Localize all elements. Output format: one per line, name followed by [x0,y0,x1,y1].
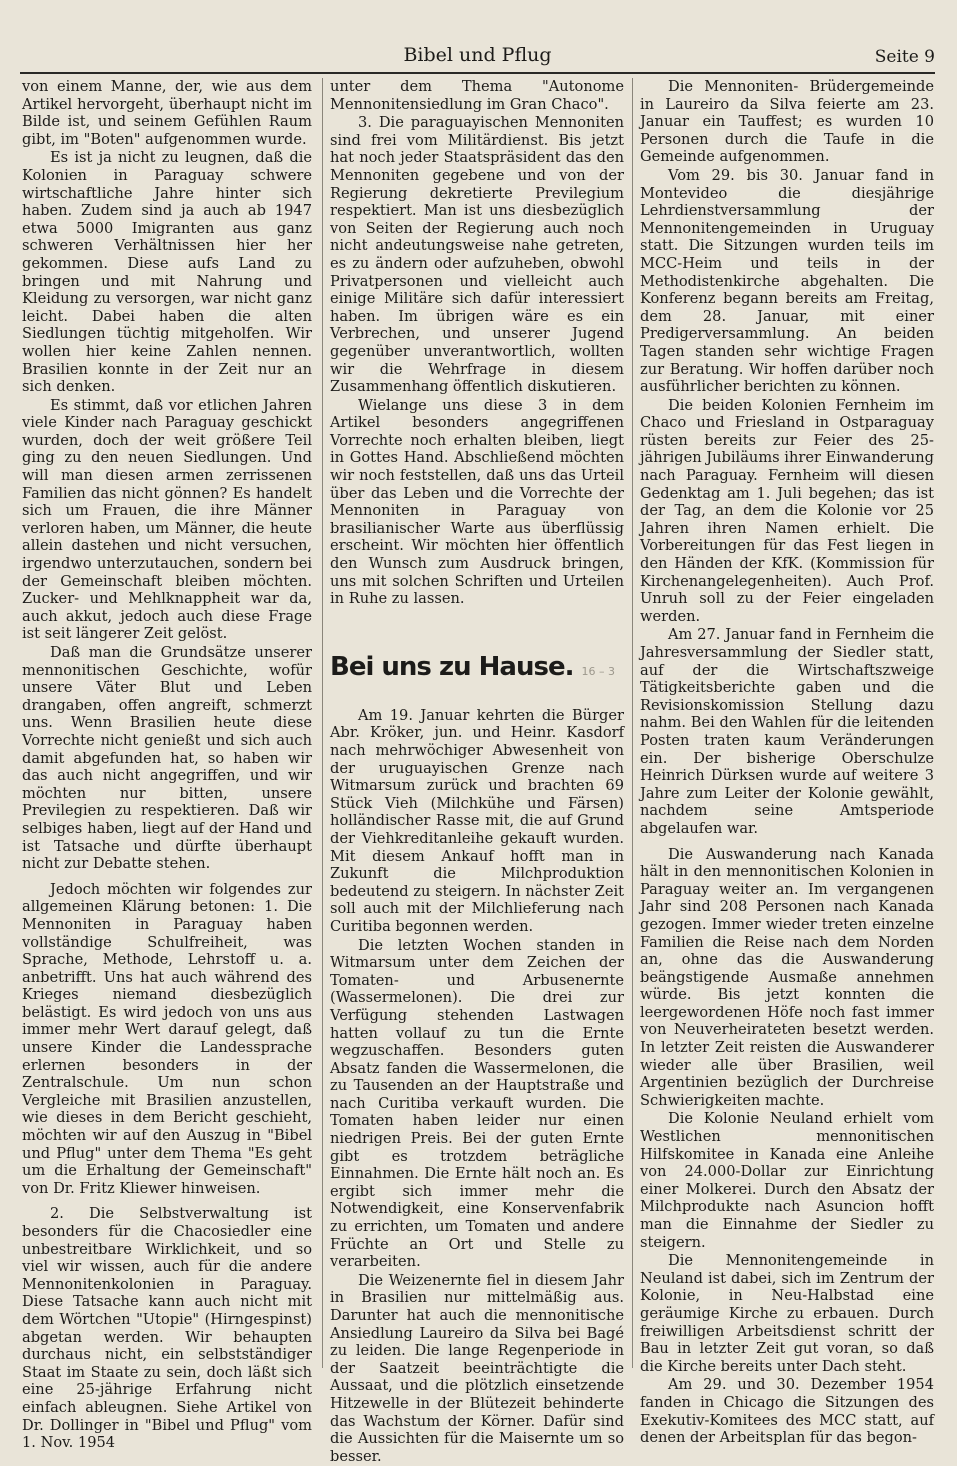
paragraph: Die beiden Kolonien Fernheim im Chaco und Friesland in Ostparaguay rüsten bereits zur Feier des 25-jährigen Jubiläums ihrer Einwanderung nach Paraguay. Fernheim will diesen Gedenktag am 1. Juli begehen; das ist der Tag, an dem die Kolonie vor 25 Jahren ihren Namen erhielt. Die Vorbereitungen für das Fest liegen in den Händen der KfK. (Kommission für Kirchenangelegenheiten). Auch Prof. Unruh soll zu der Feier eingeladen werden. [640,396,934,625]
page-number: Seite 9 [874,47,935,67]
paragraph: Es ist ja nicht zu leugnen, daß die Kolonien in Paraguay schwere wirtschaftliche Jahre hinter sich haben. Zudem sind ja auch ab 1947 etwa 5000 Imigranten aus ganz schweren Verhältnissen hier her gekommen. Diese aufs Land zu bringen und mit Nahrung und Kleidung zu versorgen, war nicht ganz leicht. Dabei haben die alten Siedlungen tüchtig mitgeholfen. Wir wollen hier keine Zahlen nennen. Brasilien konnte in der Zeit nur an sich denken. [22,149,312,396]
paragraph: Am 27. Januar fand in Fernheim die Jahresversammlung der Siedler statt, auf der die Wirtschaftszweige Tätigkeitsberichte gaben und die Revisionskomission Stellung dazu nahm. Bei den Wahlen für die leitenden Posten traten kaum Veränderungen ein. Der bisherige Oberschulze Heinrich Dürksen wurde auf weitere 3 Jahre zum Leiter der Kolonie gewählt, nachdem seine Amtsperiode abgelaufen war. [640,626,934,837]
page-header [20,40,935,74]
column-3 [640,78,934,1448]
pencil-annotation: 16 – 3 [581,664,615,678]
paragraph: Die letzten Wochen standen in Witmarsum unter dem Zeichen der Tomaten- und Arbusenernte (Wassermelonen). Die drei zur Verfügung stehenden Lastwagen hatten vollauf zu tun die Ernte wegzuschaffen. Besonders guten Absatz fanden die Wassermelonen, die zu Tausenden an der Hauptstraße und nach Curitiba verkauft wurden. Die Tomaten haben leider nur einen niedrigen Preis. Bei der guten Ernte gibt es trotzdem beträgliche Einnahmen. Die Ernte hält noch an. Es ergibt sich immer mehr die Notwendigkeit, eine Konservenfabrik zu errichten, um Tomaten und andere Früchte an Ort und Stelle zu verarbeiten. [330,936,624,1271]
paragraph: Es stimmt, daß vor etlichen Jahren viele Kinder nach Paraguay geschickt wurden, doch der weit größere Teil ging zu den neuen Siedlungen. Und will man diesen armen zerrissenen Familien das nicht gönnen? Es handelt sich um Frauen, die ihre Männer verloren haben, um Männer, die heute allein dastehen und nicht versuchen, irgendwo unterzutauchen, sondern bei der Gemeinschaft bleiben möchten. Zucker- und Mehlknappheit war da, auch akkut, jedoch auch diese Frage ist seit längerer Zeit gelöst. [22,396,312,643]
column-rule-1 [322,78,323,1368]
publication-title: Bibel und Pflug [403,44,552,66]
paragraph: Am 29. und 30. Dezember 1954 fanden in Chicago die Sitzungen des Exekutiv-Komitees des MCC statt, auf denen der Arbeitsplan für das begon- [640,1376,934,1447]
column-rule-2 [632,78,633,1368]
paragraph: unter dem Thema "Autonome Mennonitensiedlung im Gran Chaco". [330,78,624,113]
paragraph: 3. Die paraguayischen Mennoniten sind frei vom Militärdienst. Bis jetzt hat noch jeder Staatspräsident das den Mennoniten gegebene und von der Regierung dekretierte Previlegium respektiert. Man ist uns diesbezüglich von Seiten der Regierung auch noch nicht andeutungsweise nahe getreten, es zu ändern oder aufzuheben, obwohl Privatpersonen und vielleicht auch einige Militäre sich dafür interessiert haben. Im übrigen wäre es ein Verbrechen, und unserer Jugend gegenüber unverantwortlich, wollten wir die Wehrfrage in diesem Zusammenhang öffentlich diskutieren. [330,114,624,396]
section-heading [330,652,624,687]
paragraph: Am 19. Januar kehrten die Bürger Abr. Kröker, jun. und Heinr. Kasdorf nach mehrwöchiger Abwesenheit von der uruguayischen Grenze nach Witmarsum zurück und brachten 69 Stück Vieh (Milchkühe und Färsen) holländischer Rasse mit, die auf Grund der Viehkreditanleihe gekauft wurden. Mit diesem Ankauf hofft man in Zukunft die Milchproduktion bedeutend zu steigern. In nächster Zeit soll auch mit der Milchlieferung nach Curitiba begonnen werden. [330,706,624,935]
paragraph: Die Mennonitengemeinde in Neuland ist dabei, sich im Zentrum der Kolonie, in Neu-Halbstad eine geräumige Kirche zu erbauen. Durch freiwilligen Arbeitsdienst schritt der Bau in letzter Zeit gut voran, so daß die Kirche bereits unter Dach steht. [640,1252,934,1375]
paragraph: Daß man die Grundsätze unserer mennonitischen Geschichte, wofür unsere Väter Blut und Leben drangaben, offen angreift, schmerzt uns. Wenn Brasilien heute diese Vorrechte nicht genießt und sich auch damit abgefunden hat, so haben wir das auch nicht angegriffen, und wir möchten nur bitten, unsere Previlegien zu respektieren. Daß wir selbiges haben, liegt auf der Hand und ist Tatsache und dürfte überhaupt nicht zur Debatte stehen. [22,644,312,873]
paragraph: Jedoch möchten wir folgendes zur allgemeinen Klärung betonen: 1. Die Mennoniten in Paraguay haben vollständige Schulfreiheit, was Sprache, Methode, Lehrstoff u. a. anbetrifft. Uns hat auch während des Krieges niemand diesbezüglich belästigt. Es wird jedoch von uns aus immer mehr Wert darauf gelegt, daß unsere Kinder die Landessprache erlernen besonders in der Zentralschule. Um nun schon Vergleiche mit Brasilien anzustellen, wie dieses in dem Bericht geschieht, möchten wir auf den Auszug in "Bibel und Pflug" unter dem Thema "Es geht um die Erhaltung der Gemeinschaft" von Dr. Fritz Kliewer hinweisen. [22,880,312,1197]
paragraph: Die Auswanderung nach Kanada hält in den mennonitischen Kolonien in Paraguay weiter an. Im vergangenen Jahr sind 208 Personen nach Kanada gezogen. Immer wieder treten einzelne Familien die Reise nach dem Norden an, ohne das die Auswanderung beängstigende Ausmaße annehmen würde. Bis jetzt konnten die leergewordenen Höfe noch fast immer von Neuverheirateten besetzt werden. In letzter Zeit reisten die Auswanderer wieder alle über Brasilien, weil Argentinien bezüglich der Durchreise Schwierigkeiten machte. [640,845,934,1109]
paragraph: von einem Manne, der, wie aus dem Artikel hervorgeht, überhaupt nicht im Bilde ist, und seinem Gefühlen Raum gibt, im "Boten" aufgenommen wurde. [22,78,312,148]
paragraph: Wielange uns diese 3 in dem Artikel besonders angegriffenen Vorrechte noch erhalten bleiben, liegt in Gottes Hand. Abschließend möchten wir noch feststellen, daß uns das Urteil über das Leben und die Vorrechte der Mennoniten in Paraguay von brasilianischer Warte aus überflüssig erscheint. Wir möchten hier öffentlich den Wunsch zum Ausdruck bringen, uns mit solchen Schriften und Urteilen in Ruhe zu lassen. [330,396,624,608]
paragraph: Die Kolonie Neuland erhielt vom Westlichen mennonitischen Hilfskomitee in Kanada eine Anleihe von 24.000-Dollar zur Einrichtung einer Molkerei. Durch den Absatz der Milchprodukte nach Asuncion hofft man die Einnahme der Siedler zu steigern. [640,1110,934,1251]
paragraph: Die Mennoniten- Brüdergemeinde in Laureiro da Silva feierte am 23. Januar ein Tauffest; es wurden 10 Personen durch die Taufe in die Gemeinde aufgenommen. [640,78,934,166]
column-2 [330,78,624,1466]
paragraph: Vom 29. bis 30. Januar fand in Montevideo die diesjährige Lehrdienstversammlung der Mennonitengemeinden in Uruguay statt. Die Sitzungen wurden teils im MCC-Heim und teils in der Methodistenkirche abgehalten. Die Konferenz begann bereits am Freitag, dem 28. Januar, mit einer Predigerversammlung. An beiden Tagen standen sehr wichtige Fragen zur Beratung. Wir hoffen darüber noch ausführlicher berichten zu können. [640,166,934,396]
paragraph: 2. Die Selbstverwaltung ist besonders für die Chacosiedler eine unbestreitbare Wirklichkeit, und so viel wir wissen, auch für die andere Mennonitenkolonien in Paraguay. Diese Tatsache kann auch nicht mit dem Wörtchen "Utopie" (Hirngespinst) abgetan werden. Wir behaupten durchaus nicht, ein selbstständiger Staat im Staate zu sein, doch läßt sich eine 25-jährige Erfahrung nicht einfach ableugnen. Siehe Artikel von Dr. Dollinger in "Bibel und Pflug" vom 1. Nov. 1954 [22,1205,312,1452]
paragraph: Die Weizenernte fiel in diesem Jahr in Brasilien nur mittelmäßig aus. Darunter hat auch die mennonitische Ansiedlung Laureiro da Silva bei Bagé zu leiden. Die lange Regenperiode in der Saatzeit beeinträchtigte die Aussaat, und die plötzlich einsetzende Hitzewelle in der Blütezeit behinderte das Wachstum der Körner. Dafür sind die Aussichten für die Maisernte um so besser. [330,1271,624,1465]
section-heading-text: Bei uns zu Hause. [330,651,574,682]
column-1 [22,78,312,1453]
